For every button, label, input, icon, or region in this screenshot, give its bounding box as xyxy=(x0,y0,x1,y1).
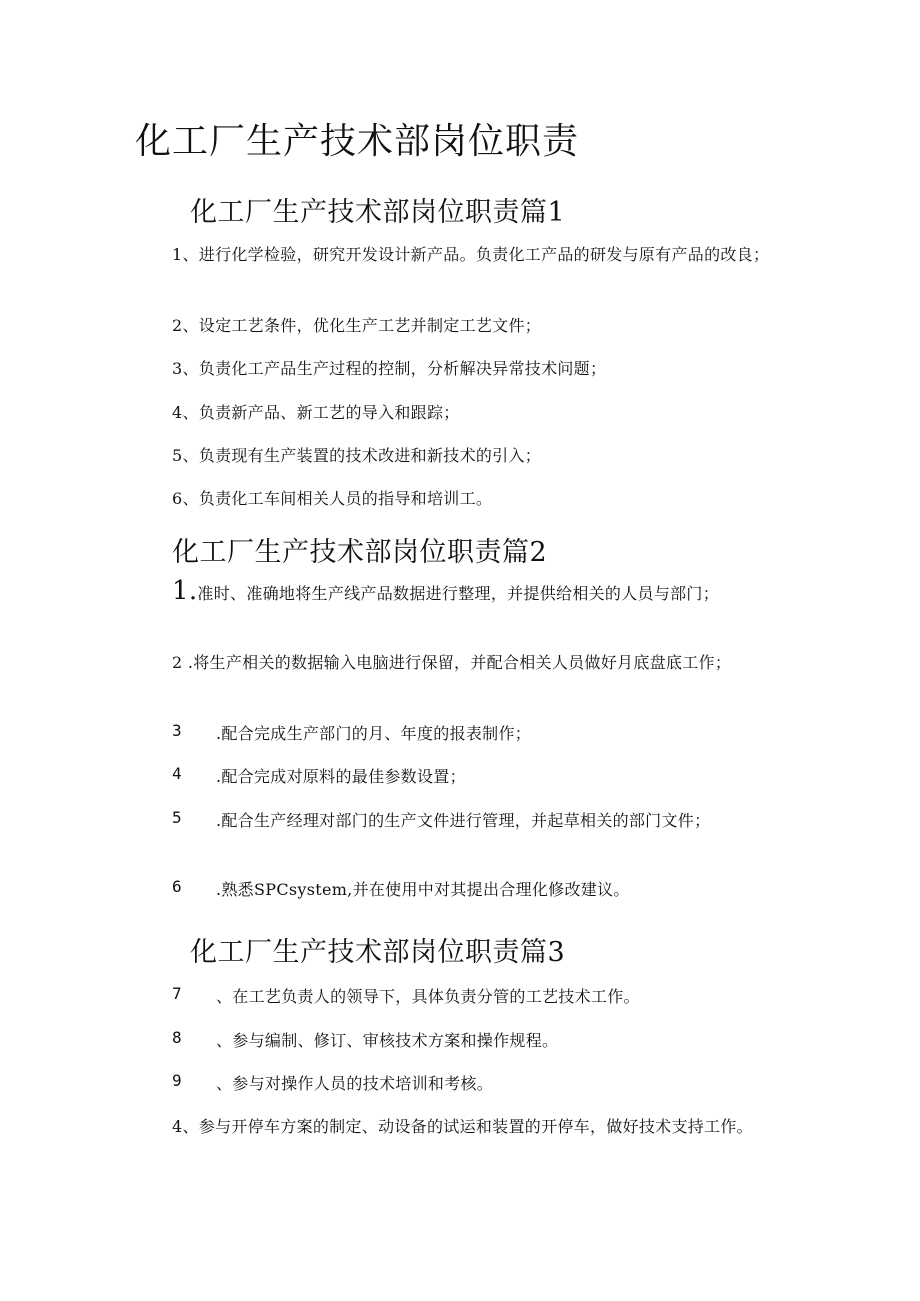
section-1-item-5: 5、负责现有生产装置的技术改进和新技术的引入； xyxy=(172,446,542,465)
section-3-heading: 化工厂生产技术部岗位职责篇3 xyxy=(190,937,566,968)
section-2-item-6-number: 6 xyxy=(172,877,182,896)
section-2-item-1-text: 准时、准确地将生产线产品数据进行整理，并提供给相关的人员与部门； xyxy=(197,584,720,603)
section-2-item-1-number: 1. xyxy=(172,576,198,606)
section-1-heading: 化工厂生产技术部岗位职责篇1 xyxy=(190,197,566,228)
section-3-item-7-number: 7 xyxy=(172,984,182,1003)
section-2-item-4-text: .配合完成对原料的最佳参数设置； xyxy=(216,767,466,786)
section-2-item-6-text: .熟悉SPCsystem,并在使用中对其提出合理化修改建议。 xyxy=(216,880,630,899)
section-2-item-2: 2 .将生产相关的数据输入电脑进行保留，并配合相关人员做好月底盘底工作； xyxy=(172,653,732,672)
section-2-item-5-text: .配合生产经理对部门的生产文件进行管理，并起草相关的部门文件； xyxy=(216,811,711,830)
section-3-item-9-text: 、参与对操作人员的技术培训和考核。 xyxy=(216,1074,494,1093)
section-1-item-2: 2、设定工艺条件，优化生产工艺并制定工艺文件； xyxy=(172,316,542,335)
section-3-item-7-text: 、在工艺负责人的领导下，具体负责分管的工艺技术工作。 xyxy=(216,987,640,1006)
section-2-item-5-number: 5 xyxy=(172,808,182,827)
section-2-item-4-number: 4 xyxy=(172,764,182,783)
section-3-item-9-number: 9 xyxy=(172,1071,182,1090)
section-3-item-10: 4、参与开停车方案的制定、动设备的试运和装置的开停车，做好技术支持工作。 xyxy=(172,1117,753,1136)
section-1-item-6: 6、负责化工车间相关人员的指导和培训工。 xyxy=(172,489,493,508)
section-2-item-1 xyxy=(138,578,778,607)
section-3-item-8-text: 、参与编制、修订、审核技术方案和操作规程。 xyxy=(216,1031,559,1050)
section-2-item-3-text: .配合完成生产部门的月、年度的报表制作； xyxy=(216,724,532,743)
document-title: 化工厂生产技术部岗位职责 xyxy=(135,121,580,162)
section-1-item-3: 3、负责化工产品生产过程的控制，分析解决异常技术问题； xyxy=(172,359,607,378)
section-2-heading: 化工厂生产技术部岗位职责篇2 xyxy=(172,537,548,568)
section-2-item-3-number: 3 xyxy=(172,721,182,740)
section-1-item-4: 4、负责新产品、新工艺的导入和跟踪； xyxy=(172,403,460,422)
section-1-item-1: 1、进行化学检验，研究开发设计新产品。负责化工产品的研发与原有产品的改良； xyxy=(172,245,770,264)
section-3-item-8-number: 8 xyxy=(172,1028,182,1047)
